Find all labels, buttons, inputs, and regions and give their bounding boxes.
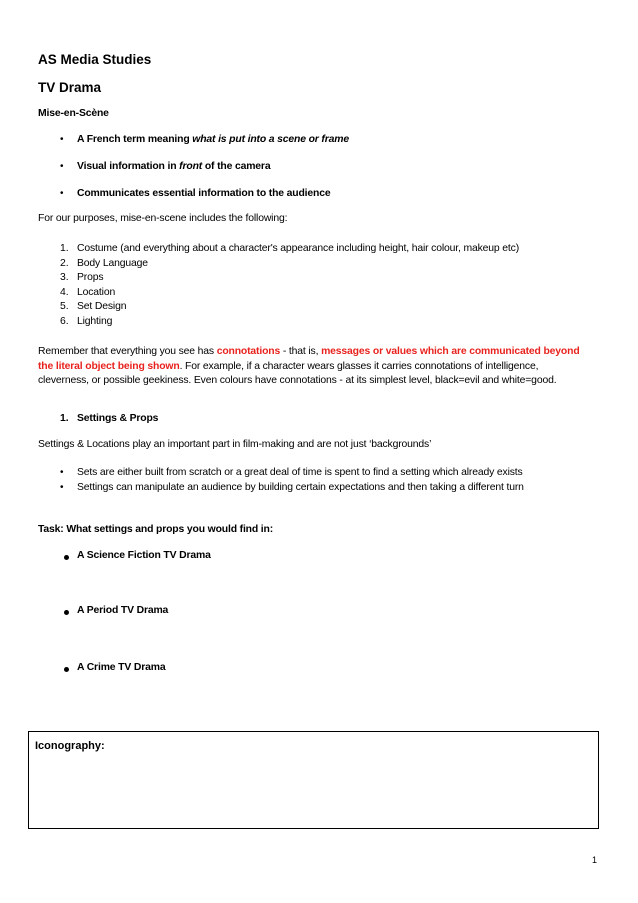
list-item: Props — [77, 272, 104, 283]
connotations-line-3: cleverness, or possible geekiness. Even colours have connotations - at its simplest level, black=evil and white=good. — [38, 375, 557, 386]
bullet-icon: • — [60, 188, 64, 199]
bullet-icon — [64, 555, 69, 560]
bullet-icon — [64, 610, 69, 615]
unit-title: TV Drama — [38, 80, 102, 95]
list-number: 3. — [60, 272, 69, 283]
iconography-label: Iconography: — [35, 740, 105, 752]
section-number: 1. — [60, 413, 69, 424]
connotations-line-2: the literal object being shown. For example, if a character wears glasses it carries connotations of intelligence, — [38, 361, 539, 372]
list-item: Costume (and everything about a character's appearance including height, hair colour, makeup etc) — [77, 243, 520, 254]
topic-heading: Mise-en-Scène — [38, 108, 109, 119]
task-title: Task: What settings and props you would find in: — [38, 524, 274, 535]
list-item: Lighting — [77, 316, 113, 327]
list-item: Body Language — [77, 258, 148, 269]
task-item: A Period TV Drama — [77, 605, 169, 616]
section-title: Settings & Props — [77, 413, 159, 424]
bullet-icon: • — [60, 161, 64, 172]
definition-bullet: A French term meaning what is put into a scene or frame — [77, 134, 349, 145]
bullet-icon: • — [60, 482, 64, 493]
list-item: Set Design — [77, 301, 127, 312]
section-bullet: Settings can manipulate an audience by building certain expectations and then taking a different turn — [77, 482, 524, 493]
section-bullet: Sets are either built from scratch or a great deal of time is spent to find a setting which already exists — [77, 467, 523, 478]
iconography-box — [28, 731, 599, 829]
list-number: 6. — [60, 316, 69, 327]
task-item: A Crime TV Drama — [77, 662, 166, 673]
purposes-intro: For our purposes, mise-en-scene includes the following: — [38, 213, 288, 224]
bullet-icon — [64, 667, 69, 672]
section-intro: Settings & Locations play an important part in film-making and are not just ‘backgrounds’ — [38, 439, 432, 450]
list-number: 4. — [60, 287, 69, 298]
task-item: A Science Fiction TV Drama — [77, 550, 211, 561]
bullet-icon: • — [60, 467, 64, 478]
list-number: 2. — [60, 258, 69, 269]
definition-bullet: Communicates essential information to the audience — [77, 188, 331, 199]
page-number: 1 — [592, 855, 598, 865]
list-item: Location — [77, 287, 116, 298]
course-title: AS Media Studies — [38, 52, 152, 67]
connotations-line-1: Remember that everything you see has connotations - that is, messages or values which are communicated beyond — [38, 346, 580, 357]
bullet-icon: • — [60, 134, 64, 145]
list-number: 1. — [60, 243, 69, 254]
definition-bullet: Visual information in front of the camera — [77, 161, 271, 172]
list-number: 5. — [60, 301, 69, 312]
